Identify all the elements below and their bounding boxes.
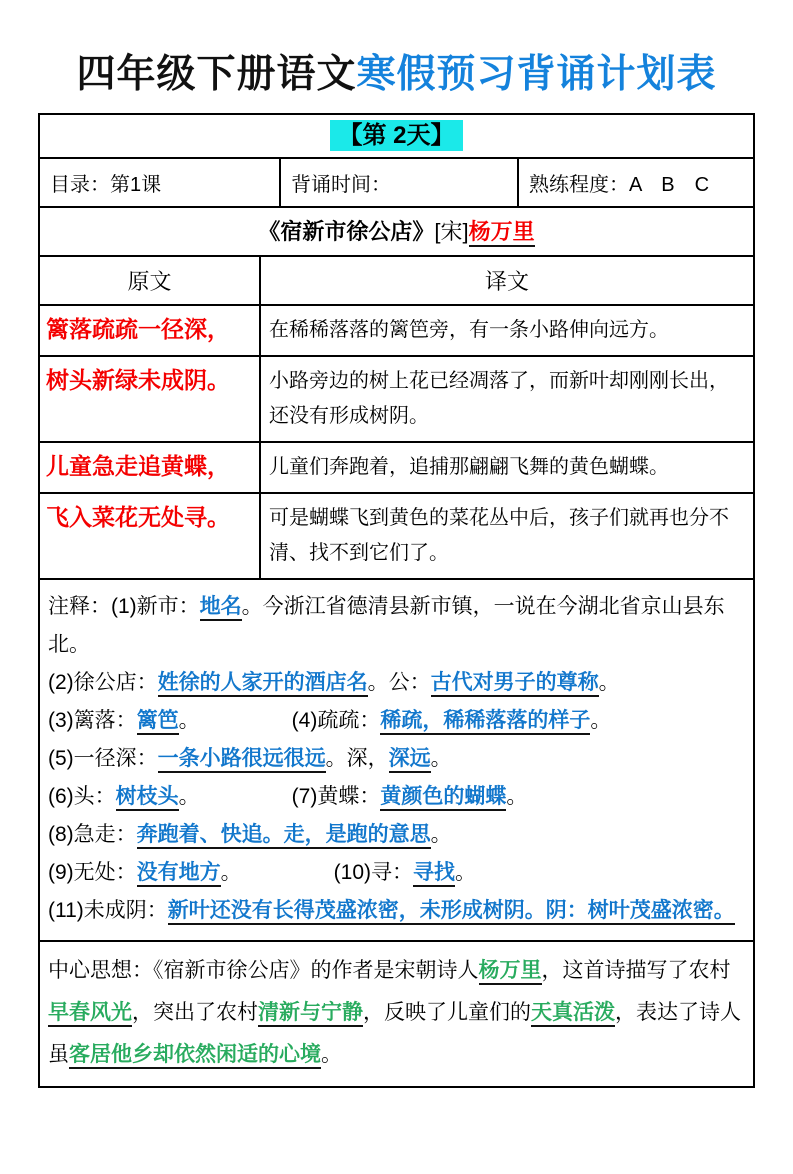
poem-line-original: 飞入菜花无处寻。 [46,503,230,530]
text-segment-p: (8)急走： [48,822,137,846]
day-header-row [40,115,753,157]
note-line [48,778,743,816]
original-column-header: 原文 [127,268,172,294]
poem-row-4 [40,492,753,578]
note-line [48,816,743,854]
text-segment-p: 。深， [325,746,389,770]
text-segment-g: 杨万里 [479,959,542,985]
text-segment-p: ，这首诗描写了农村 [541,958,731,982]
text-segment-p: (6)头： [48,784,116,808]
text-segment-b: 黄颜色的蝴蝶 [380,785,506,811]
text-segment-g: 客居他乡却依然闲适的心境 [69,1043,321,1069]
text-segment-p: 。 [598,670,620,694]
poem-line-translation: 小路旁边的树上花已经凋落了，而新叶却刚刚长出，还没有形成树阴。 [259,357,753,441]
text-segment-g: 清新与宁静 [258,1001,363,1027]
info-row [40,157,753,206]
column-header-row [40,255,753,304]
notes-section [40,578,753,940]
text-segment-b: 稀疏，稀稀落落的样子 [380,709,590,735]
text-segment-b: 新叶还没有长得茂盛浓密，未形成树阴。阴：树叶茂盛浓密。 [168,899,735,925]
poem-row-3 [40,441,753,492]
note-line [48,664,743,702]
page-title-plan: 寒假预习背诵计划表 [356,53,717,96]
catalog-cell: 目录：第1课 [50,173,162,196]
text-segment-p: 。 [590,708,612,732]
text-segment-p: 。 [220,860,242,884]
text-segment-p: 。 [430,746,452,770]
note-line [48,740,743,778]
text-segment-b: 姓徐的人家开的酒店名 [158,671,368,697]
text-segment-p: ，表达了诗人虽 [48,1000,741,1066]
page-title [0,52,793,99]
poem-row-1 [40,304,753,355]
text-segment-p: 注释：(1)新市： [48,594,200,618]
text-segment-p: ，突出了农村 [132,1000,258,1024]
text-segment-b: 奔跑着、快追。走，是跑的意思 [137,823,431,849]
poem-line-translation: 在稀稀落落的篱笆旁，有一条小路伸向远方。 [259,306,753,355]
text-segment-p: 。 [178,708,200,732]
poem-title-row [40,206,753,255]
poem-line-original: 儿童急走追黄蝶， [46,452,230,479]
text-segment-b: 树枝头 [116,785,179,811]
note-line [48,854,743,892]
text-segment-p: (11)未成阴： [48,898,168,922]
text-segment-p: (4)疏疏： [291,708,381,732]
text-segment-p: 。公： [367,670,431,694]
text-segment-p: 。 [455,860,477,884]
day-badge: 【第 2天】 [330,120,462,151]
study-plan-table [38,113,755,1088]
text-segment-p: (5)一径深： [48,746,158,770]
page-title-grade: 四年级下册语文 [76,53,357,96]
text-segment-b: 没有地方 [137,861,221,887]
text-segment-p: (2)徐公店： [48,670,158,694]
text-segment-p: [宋] [434,218,469,244]
poem-line-original: 篱落疏疏一径深， [46,315,230,342]
text-segment-p: 。 [506,784,528,808]
poem-line-translation: 儿童们奔跑着，追捕那翩翩飞舞的黄色蝴蝶。 [259,443,753,492]
theme-section [40,940,753,1086]
text-segment-p: 。 [430,822,452,846]
text-segment-b: 古代对男子的尊称 [431,671,599,697]
text-segment-p: (7)黄蝶： [291,784,381,808]
note-line [48,588,743,664]
text-segment-p: 中心思想：《宿新市徐公店》的作者是宋朝诗人 [48,958,479,982]
text-segment-p: 。今浙江省德清县新市镇，一说在今湖北省京山县东北。 [48,594,725,656]
text-segment-g: 早春风光 [48,1001,132,1027]
text-segment-p: (10)寻： [333,860,414,884]
note-line [48,892,743,930]
text-segment-b: 深远 [389,747,431,773]
note-line [48,702,743,740]
proficiency-cell: 熟练程度：A B C [517,159,753,206]
poem-line-translation: 可是蝴蝶飞到黄色的菜花丛中后，孩子们就再也分不清、找不到它们了。 [259,494,753,578]
text-segment-bold: 《宿新市徐公店》 [258,218,435,244]
text-segment-p: ，反映了儿童们的 [363,1000,531,1024]
poem-line-original: 树头新绿未成阴。 [46,366,230,393]
poem-row-2 [40,355,753,441]
text-segment-p: (3)篱落： [48,708,137,732]
text-segment-b: 一条小路很远很远 [158,747,326,773]
text-segment-g: 天真活泼 [531,1001,615,1027]
worksheet-page [0,52,793,1174]
text-segment-b: 篱笆 [137,709,179,735]
translation-column-header: 译文 [259,257,753,304]
text-segment-p: (9)无处： [48,860,137,884]
text-segment-p: 。 [178,784,200,808]
text-segment-p: 。 [321,1042,342,1066]
recite-time-cell: 背诵时间： [279,159,517,206]
text-segment-b: 地名 [200,595,242,621]
text-segment-b: 寻找 [413,861,455,887]
text-segment-r: 杨万里 [469,219,535,247]
